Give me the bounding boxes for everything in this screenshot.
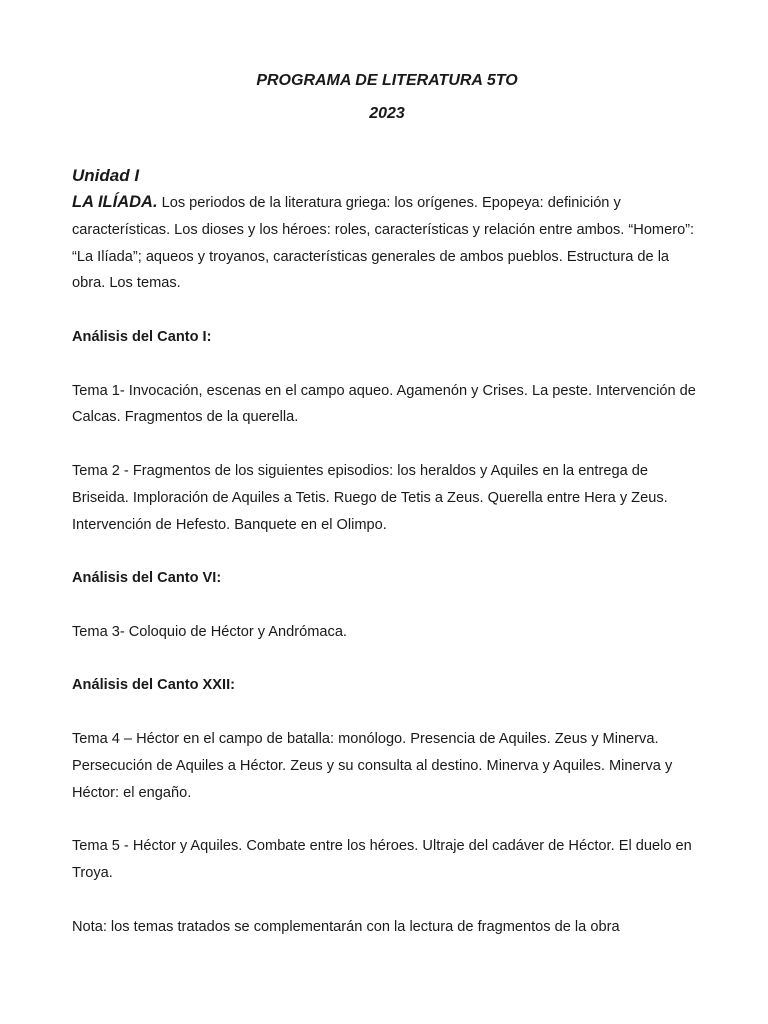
document-year: 2023 xyxy=(369,105,405,122)
canto-22-heading: Análisis del Canto XXII: xyxy=(72,677,235,694)
tema-1-paragraph: Tema 1- Invocación, escenas en el campo aqueo. Agamenón y Crises. La peste. Intervención de Calcas. Fragmentos de la querella. xyxy=(72,382,696,426)
tema-3-paragraph: Tema 3- Coloquio de Héctor y Andrómaca. xyxy=(72,623,347,640)
document-title: PROGRAMA DE LITERATURA 5TO xyxy=(256,72,518,89)
document-page xyxy=(72,70,702,940)
note-paragraph: Nota: los temas tratados se complementarán con la lectura de fragmentos de la obra xyxy=(72,918,620,935)
unit-intro-text: Los periodos de la literatura griega: los orígenes. Epopeya: definición y características. Los dioses y los héroes: roles, características y relación entre ambos. “Homero”: “La Ilíada”; aqueos y troyanos, características generales de ambos pueblos. Estructura de la obra. Los temas. xyxy=(72,195,695,292)
canto-6-heading: Análisis del Canto VI: xyxy=(72,570,222,587)
unit-heading: Unidad I xyxy=(72,166,140,185)
unit-intro-paragraph xyxy=(72,189,702,297)
canto-1-heading: Análisis del Canto I: xyxy=(72,328,212,345)
tema-4-paragraph: Tema 4 – Héctor en el campo de batalla: monólogo. Presencia de Aquiles. Zeus y Minerva. Persecución de Aquiles a Héctor. Zeus y su consulta al destino. Minerva y Aquiles. Minerva y Héctor: el engaño. xyxy=(72,730,673,801)
tema-5-paragraph: Tema 5 - Héctor y Aquiles. Combate entre los héroes. Ultraje del cadáver de Héctor. El duelo en Troya. xyxy=(72,838,692,881)
unit-intro-lead: LA ILÍADA. xyxy=(72,193,158,211)
tema-2-paragraph: Tema 2 - Fragmentos de los siguientes episodios: los heraldos y Aquiles en la entrega de Briseida. Imploración de Aquiles a Tetis. Ruego de Tetis a Zeus. Querella entre Hera y Zeus. Intervención de Hefesto. Banquete en el Olimpo. xyxy=(72,462,668,533)
